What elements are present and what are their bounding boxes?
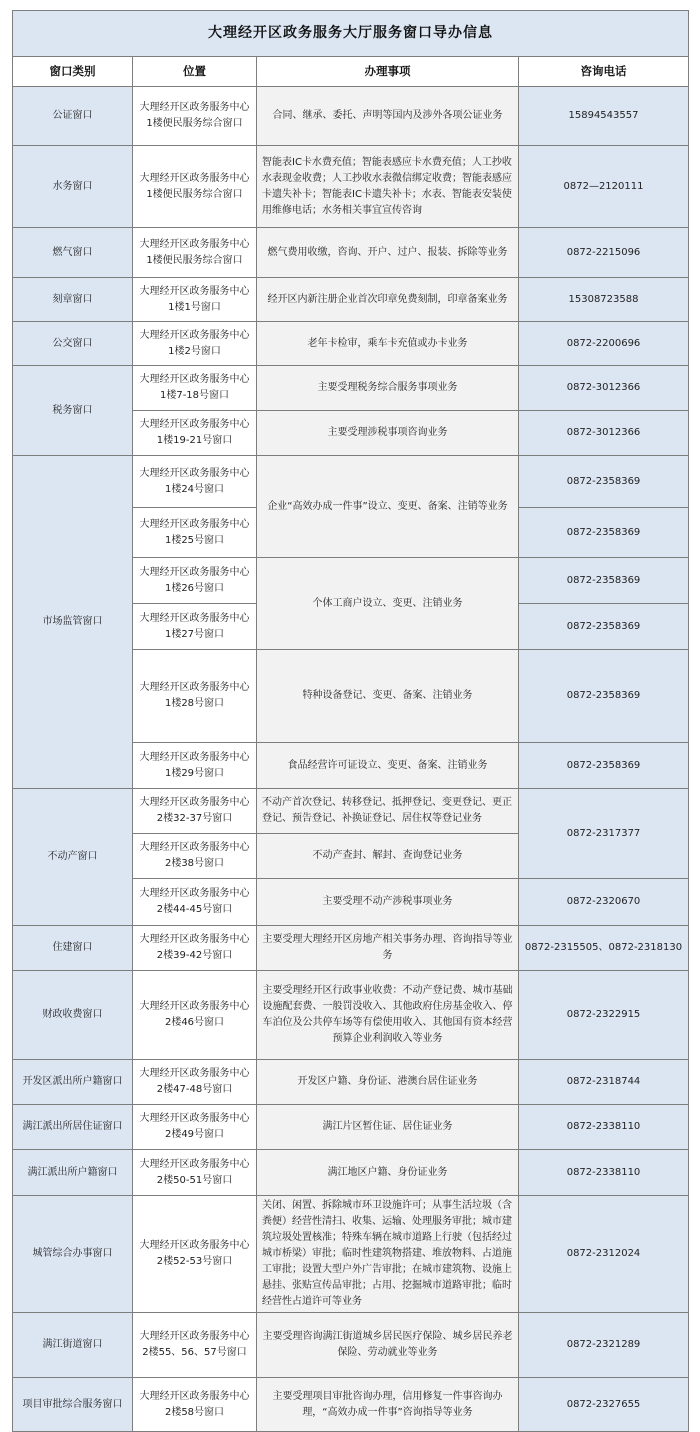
service-items: 主要受理涉税事项咨询业务 [257, 411, 519, 456]
window-location: 大理经开区政务服务中心1楼便民服务综合窗口 [133, 87, 257, 146]
table-row [13, 146, 689, 228]
service-items: 主要受理项目审批咨询办理，信用修复一件事咨询办理，“高效办成一件事”咨询指导等业务 [257, 1378, 519, 1432]
table-row [13, 1060, 689, 1105]
service-items: 主要受理大理经开区房地产相关事务办理、咨询指导等业务 [257, 926, 519, 971]
window-category: 税务窗口 [13, 366, 133, 456]
window-location: 大理经开区政务服务中心1楼27号窗口 [133, 604, 257, 650]
phone-number: 0872-2315505、0872-2318130 [519, 926, 689, 971]
phone-number: 0872-2320670 [519, 879, 689, 926]
table-row [13, 322, 689, 366]
window-category: 市场监管窗口 [13, 456, 133, 789]
header-location: 位置 [133, 57, 257, 87]
phone-number: 0872-2358369 [519, 456, 689, 508]
header-phone: 咨询电话 [519, 57, 689, 87]
window-category: 住建窗口 [13, 926, 133, 971]
phone-number: 0872-3012366 [519, 411, 689, 456]
window-location: 大理经开区政务服务中心1楼便民服务综合窗口 [133, 146, 257, 228]
phone-number: 0872-2322915 [519, 971, 689, 1060]
title-row [13, 11, 689, 57]
service-items: 主要受理不动产涉税事项业务 [257, 879, 519, 926]
window-location: 大理经开区政务服务中心1楼19-21号窗口 [133, 411, 257, 456]
service-items: 不动产查封、解封、查询登记业务 [257, 834, 519, 879]
table-row [13, 1105, 689, 1150]
service-items: 主要受理经开区行政事业收费：不动产登记费、城市基础设施配套费、一般罚没收入、其他政府住房基金收入、停车泊位及公共停车场等有偿使用收入、其他国有资本经营预算企业利润收入等业务 [257, 971, 519, 1060]
phone-number: 0872-2358369 [519, 558, 689, 604]
service-items: 个体工商户设立、变更、注销业务 [257, 558, 519, 650]
table-row [13, 789, 689, 834]
window-location: 大理经开区政务服务中心2楼58号窗口 [133, 1378, 257, 1432]
window-category: 满江街道窗口 [13, 1313, 133, 1378]
window-category: 项目审批综合服务窗口 [13, 1378, 133, 1432]
header-category: 窗口类别 [13, 57, 133, 87]
window-category: 公证窗口 [13, 87, 133, 146]
phone-number: 0872-2327655 [519, 1378, 689, 1432]
window-category: 刻章窗口 [13, 278, 133, 322]
service-window-table [12, 10, 689, 1432]
window-category: 燃气窗口 [13, 228, 133, 278]
window-category: 城管综合办事窗口 [13, 1196, 133, 1313]
window-location: 大理经开区政务服务中心2楼38号窗口 [133, 834, 257, 879]
window-location: 大理经开区政务服务中心2楼49号窗口 [133, 1105, 257, 1150]
window-location: 大理经开区政务服务中心1楼便民服务综合窗口 [133, 228, 257, 278]
header-service: 办理事项 [257, 57, 519, 87]
window-category: 满江派出所居住证窗口 [13, 1105, 133, 1150]
window-category: 满江派出所户籍窗口 [13, 1150, 133, 1196]
window-category: 水务窗口 [13, 146, 133, 228]
window-location: 大理经开区政务服务中心2楼32-37号窗口 [133, 789, 257, 834]
table-row [13, 926, 689, 971]
phone-number: 15308723588 [519, 278, 689, 322]
service-items: 开发区户籍、身份证、港澳台居住证业务 [257, 1060, 519, 1105]
phone-number: 0872-2321289 [519, 1313, 689, 1378]
window-location: 大理经开区政务服务中心1楼7-18号窗口 [133, 366, 257, 411]
phone-number: 0872-2358369 [519, 508, 689, 558]
service-items: 老年卡检审，乘车卡充值或办卡业务 [257, 322, 519, 366]
window-location: 大理经开区政务服务中心2楼52-53号窗口 [133, 1196, 257, 1313]
window-category: 财政收费窗口 [13, 971, 133, 1060]
phone-number: 0872—2120111 [519, 146, 689, 228]
window-location: 大理经开区政务服务中心1楼2号窗口 [133, 322, 257, 366]
service-items: 不动产首次登记、转移登记、抵押登记、变更登记、更正登记、预告登记、补换证登记、居住权等登记业务 [257, 789, 519, 834]
phone-number: 0872-2200696 [519, 322, 689, 366]
phone-number: 0872-2317377 [519, 789, 689, 879]
table-row [13, 456, 689, 508]
phone-number: 0872-2312024 [519, 1196, 689, 1313]
window-location: 大理经开区政务服务中心2楼47-48号窗口 [133, 1060, 257, 1105]
service-items: 燃气费用收缴，咨询、开户、过户、报装、拆除等业务 [257, 228, 519, 278]
phone-number: 0872-3012366 [519, 366, 689, 411]
phone-number: 0872-2338110 [519, 1105, 689, 1150]
phone-number: 0872-2358369 [519, 604, 689, 650]
window-category: 公交窗口 [13, 322, 133, 366]
phone-number: 0872-2358369 [519, 743, 689, 789]
window-location: 大理经开区政务服务中心2楼50-51号窗口 [133, 1150, 257, 1196]
window-category: 开发区派出所户籍窗口 [13, 1060, 133, 1105]
window-location: 大理经开区政务服务中心1楼1号窗口 [133, 278, 257, 322]
table-row [13, 971, 689, 1060]
window-location: 大理经开区政务服务中心1楼29号窗口 [133, 743, 257, 789]
service-items: 主要受理咨询满江街道城乡居民医疗保险、城乡居民养老保险、劳动就业等业务 [257, 1313, 519, 1378]
table-row [13, 366, 689, 411]
table-row [13, 1313, 689, 1378]
service-items: 特种设备登记、变更、备案、注销业务 [257, 650, 519, 743]
service-items: 满江地区户籍、身份证业务 [257, 1150, 519, 1196]
service-items: 满江片区暂住证、居住证业务 [257, 1105, 519, 1150]
phone-number: 15894543557 [519, 87, 689, 146]
table-row [13, 228, 689, 278]
table-row [13, 278, 689, 322]
service-items: 关闭、闲置、拆除城市环卫设施许可；从事生活垃圾（含粪便）经营性清扫、收集、运输、处理服务审批；城市建筑垃圾处置核准；特殊车辆在城市道路上行驶（包括经过城市桥梁）审批；临时性建筑物搭建、堆放物料、占道施工审批；设置大型户外广告审批；在城市建筑物、设施上悬挂、张贴宣传品审批；占用、挖掘城市道路审批；临时经营性占道许可等业务 [257, 1196, 519, 1313]
table-row [13, 1196, 689, 1313]
phone-number: 0872-2338110 [519, 1150, 689, 1196]
table-title: 大理经开区政务服务大厅服务窗口导办信息 [13, 11, 689, 57]
service-items: 合同、继承、委托、声明等国内及涉外各项公证业务 [257, 87, 519, 146]
service-items: 智能表IC卡水费充值；智能表感应卡水费充值；人工抄收水表现金收费；人工抄收水表微信绑定收费；智能表感应卡遗失补卡；智能表IC卡遗失补卡；水表、智能表安装使用维修电话；水务相关事宜宣传咨询 [257, 146, 519, 228]
window-location: 大理经开区政务服务中心1楼25号窗口 [133, 508, 257, 558]
window-location: 大理经开区政务服务中心1楼28号窗口 [133, 650, 257, 743]
table-row [13, 1150, 689, 1196]
phone-number: 0872-2318744 [519, 1060, 689, 1105]
window-location: 大理经开区政务服务中心2楼46号窗口 [133, 971, 257, 1060]
window-location: 大理经开区政务服务中心1楼26号窗口 [133, 558, 257, 604]
window-location: 大理经开区政务服务中心1楼24号窗口 [133, 456, 257, 508]
window-location: 大理经开区政务服务中心2楼44-45号窗口 [133, 879, 257, 926]
phone-number: 0872-2215096 [519, 228, 689, 278]
table-row [13, 87, 689, 146]
service-items: 食品经营许可证设立、变更、备案、注销业务 [257, 743, 519, 789]
table-row [13, 1378, 689, 1432]
service-items: 经开区内新注册企业首次印章免费刻制，印章备案业务 [257, 278, 519, 322]
window-location: 大理经开区政务服务中心2楼39-42号窗口 [133, 926, 257, 971]
window-category: 不动产窗口 [13, 789, 133, 926]
window-location: 大理经开区政务服务中心2楼55、56、57号窗口 [133, 1313, 257, 1378]
phone-number: 0872-2358369 [519, 650, 689, 743]
service-items: 主要受理税务综合服务事项业务 [257, 366, 519, 411]
service-items: 企业“高效办成一件事”设立、变更、备案、注销等业务 [257, 456, 519, 558]
header-row [13, 57, 689, 87]
